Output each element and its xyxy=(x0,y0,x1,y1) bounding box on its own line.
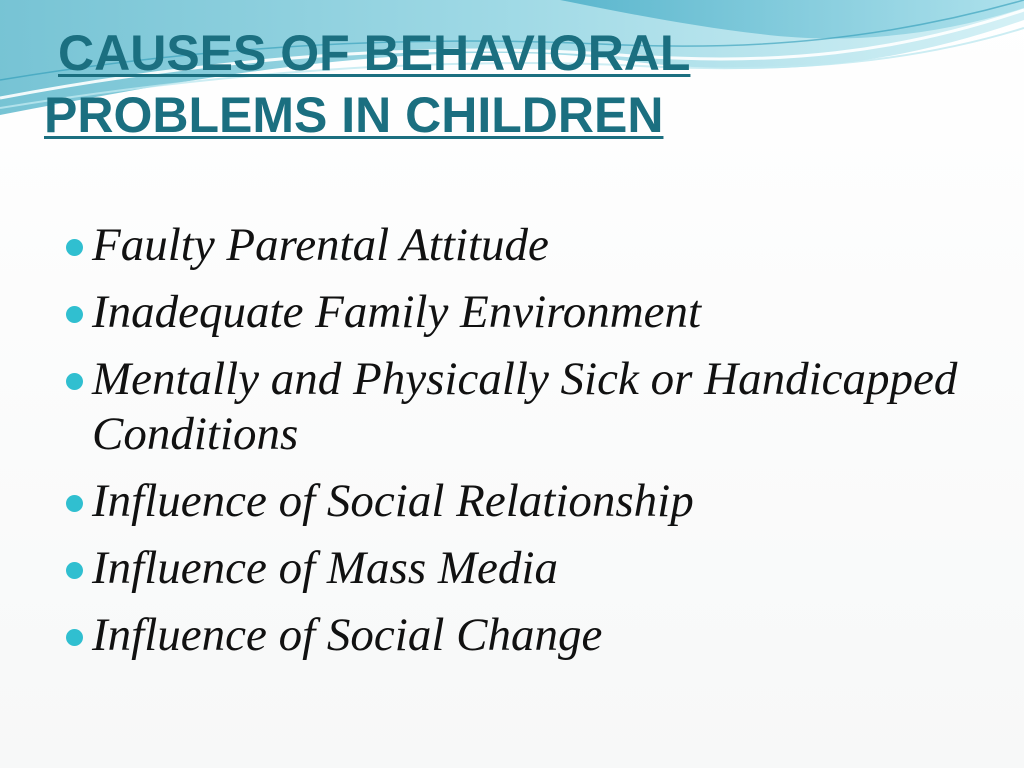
list-item xyxy=(64,285,1004,340)
circle-bullet-icon xyxy=(66,495,83,512)
bullet-text: Faulty Parental Attitude xyxy=(92,219,549,271)
title-line-1: CAUSES OF BEHAVIORAL xyxy=(58,25,691,81)
list-item xyxy=(64,541,1004,596)
bullet-text: Influence of Social Relationship xyxy=(92,475,694,527)
circle-bullet-icon xyxy=(66,629,83,646)
title-line-2: PROBLEMS IN CHILDREN xyxy=(44,87,664,143)
list-item xyxy=(64,608,1004,663)
circle-bullet-icon xyxy=(66,306,83,323)
circle-bullet-icon xyxy=(66,373,83,390)
list-item xyxy=(64,218,1004,273)
bullet-text: Inadequate Family Environment xyxy=(92,286,702,338)
bullet-text: Mentally and Physically Sick or Handicapped Conditions xyxy=(92,353,958,460)
bullet-text: Influence of Mass Media xyxy=(92,542,558,594)
list-item xyxy=(64,474,1004,529)
circle-bullet-icon xyxy=(66,239,83,256)
bullet-text: Influence of Social Change xyxy=(92,609,603,661)
bullet-list xyxy=(64,218,1004,675)
list-item xyxy=(64,352,1004,462)
slide-title xyxy=(44,22,944,146)
circle-bullet-icon xyxy=(66,562,83,579)
